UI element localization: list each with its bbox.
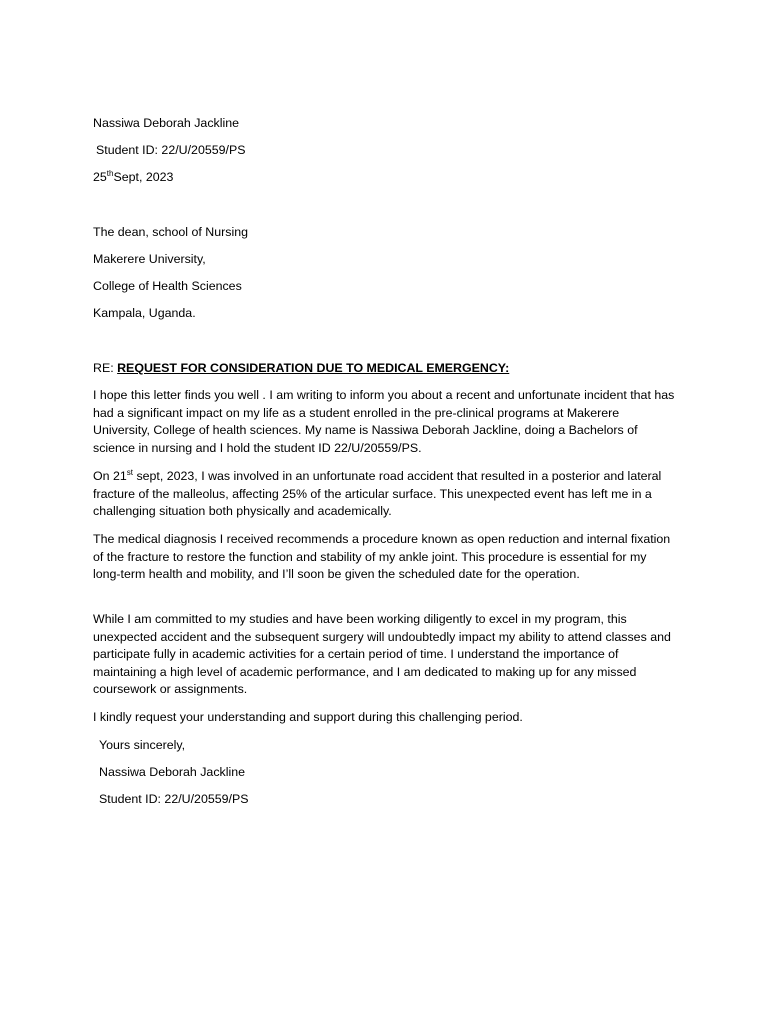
para2-suffix: st — [126, 467, 133, 477]
para2-rest: sept, 2023, I was involved in an unfortunate road accident that resulted in a posterior and lateral fracture of the malleolus, affecting 25% of the articular surface. This unexpected event has left me in a challenging situation both physically and academically. — [93, 469, 662, 519]
recipient-line-3: College of Health Sciences — [93, 279, 242, 293]
subject-prefix: RE: — [93, 361, 118, 375]
subject-title: REQUEST FOR CONSIDERATION DUE TO MEDICAL EMERGENCY: — [117, 361, 510, 375]
closing-name: Nassiwa Deborah Jackline — [99, 765, 246, 779]
body-paragraph-5: I kindly request your understanding and support during this challenging period. — [93, 710, 523, 724]
date-suffix: th — [106, 168, 114, 178]
body-paragraph-3: The medical diagnosis I received recommends a procedure known as open reduction and internal fixation of the fracture to restore the function and stability of my ankle joint. This procedure is essential for my long-term health and mobility, and I’ll soon be given the scheduled date for the operation. — [93, 532, 671, 582]
closing-student-id: Student ID: 22/U/20559/PS — [99, 792, 249, 806]
recipient-line-1: The dean, school of Nursing — [93, 225, 248, 239]
date-day: 25 — [93, 170, 107, 184]
body-paragraph-4: While I am committed to my studies and have been working diligently to excel in my program, this unexpected accident and the subsequent surgery will undoubtedly impact my ability to attend classes and participate fully in academic activities for a certain period of time. I understand the importance of maintaining a high level of academic performance, and I am dedicated to making up for any missed coursework or assignments. — [93, 612, 671, 697]
recipient-line-4: Kampala, Uganda. — [93, 306, 196, 320]
recipient-line-2: Makerere University, — [93, 252, 206, 266]
date-rest: Sept, 2023 — [113, 170, 174, 184]
letter-date — [93, 169, 173, 187]
para2-day: On 21 — [93, 469, 127, 483]
sender-student-id: Student ID: 22/U/20559/PS — [96, 143, 246, 157]
closing-salutation: Yours sincerely, — [99, 738, 186, 752]
body-paragraph-2 — [93, 468, 675, 521]
body-paragraph-1: I hope this letter finds you well . I am writing to inform you about a recent and unfortunate incident that has had a significant impact on my life as a student enrolled in the pre-clinical programs at Makerere University, College of health sciences. My name is Nassiwa Deborah Jackline, doing a Bachelors of science in nursing and I hold the student ID 22/U/20559/PS. — [93, 388, 675, 455]
subject-line — [93, 360, 509, 378]
sender-name: Nassiwa Deborah Jackline — [93, 116, 240, 130]
